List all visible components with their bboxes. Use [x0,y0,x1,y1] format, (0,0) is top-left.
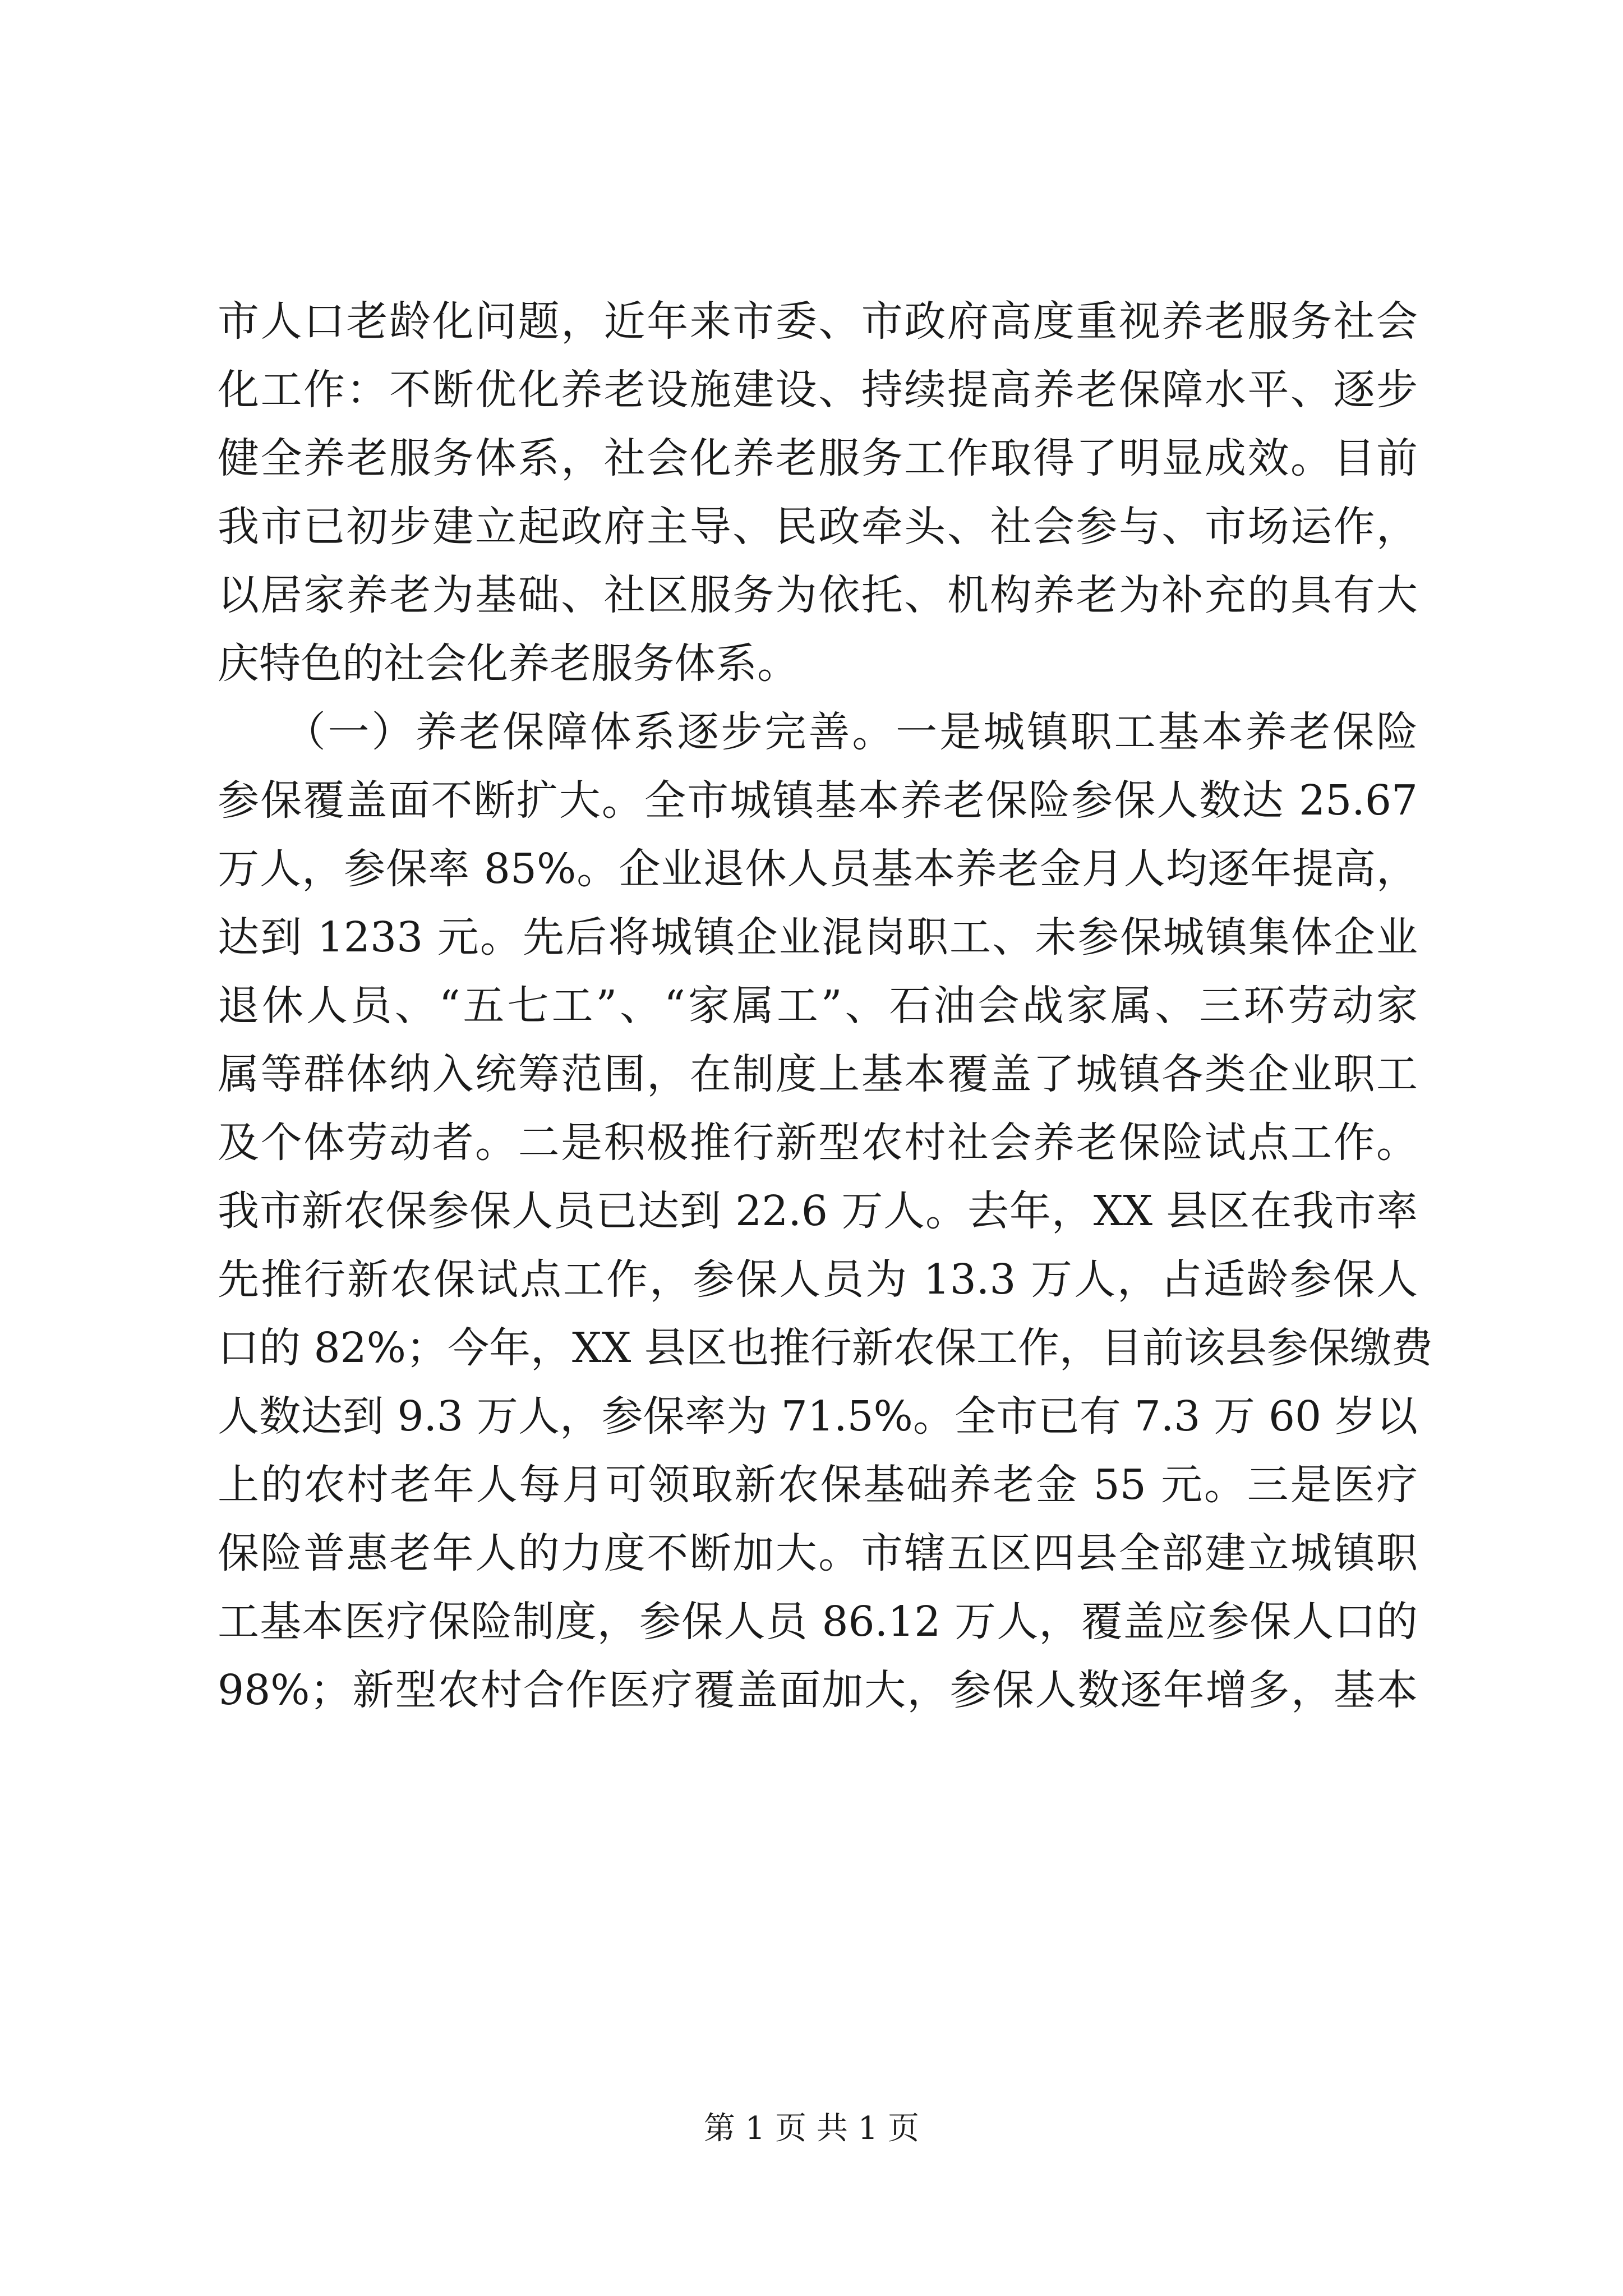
text-line: 达到 1233 元。先后将城镇企业混岗职工、未参保城镇集体企业 [218,913,1418,961]
text-line: 工基本医疗保险制度，参保人员 86.12 万人，覆盖应参保人口的 [218,1598,1418,1646]
page-number: 第 1 页 共 1 页 [703,2110,920,2147]
text-line: 口的 82%；今年，XX 县区也推行新农保工作，目前该县参保缴费 [218,1324,1433,1372]
text-line: 庆特色的社会化养老服务体系。 [218,639,799,688]
page-footer [0,2109,1623,2148]
text-line: 参保覆盖面不断扩大。全市城镇基本养老保险参保人数达 25.67 [218,776,1418,825]
text-line: 我市新农保参保人员已达到 22.6 万人。去年，XX 县区在我市率 [218,1187,1418,1235]
body-text [218,287,1433,1724]
text-line: 上的农村老年人每月可领取新农保基础养老金 55 元。三是医疗 [218,1461,1418,1509]
text-line: 健全养老服务体系，社会化养老服务工作取得了明显成效。目前 [218,434,1418,482]
text-line: 化工作：不断优化养老设施建设、持续提高养老保障水平、逐步 [218,366,1418,414]
text-line: 我市已初步建立起政府主导、民政牵头、社会参与、市场运作， [218,503,1418,551]
text-line: 退休人员、“五七工”、“家属工”、石油会战家属、三环劳动家 [218,982,1418,1030]
text-line: 人数达到 9.3 万人，参保率为 71.5%。全市已有 7.3 万 60 岁以 [218,1392,1418,1441]
text-line: 市人口老龄化问题，近年来市委、市政府高度重视养老服务社会 [218,297,1418,346]
text-line: 万人，参保率 85%。企业退休人员基本养老金月人均逐年提高， [218,845,1418,893]
text-line: 以居家养老为基础、社区服务为依托、机构养老为补充的具有大 [218,571,1418,619]
text-line: 及个体劳动者。二是积极推行新型农村社会养老保险试点工作。 [218,1119,1418,1167]
text-line: 保险普惠老年人的力度不断加大。市辖五区四县全部建立城镇职 [218,1529,1418,1577]
text-line: 98%；新型农村合作医疗覆盖面加大，参保人数逐年增多，基本 [218,1666,1418,1714]
text-line: 先推行新农保试点工作，参保人员为 13.3 万人，占适龄参保人 [218,1255,1418,1304]
text-line: 属等群体纳入统筹范围，在制度上基本覆盖了城镇各类企业职工 [218,1050,1418,1098]
text-line: （一）养老保障体系逐步完善。一是城镇职工基本养老保险 [218,708,1418,756]
